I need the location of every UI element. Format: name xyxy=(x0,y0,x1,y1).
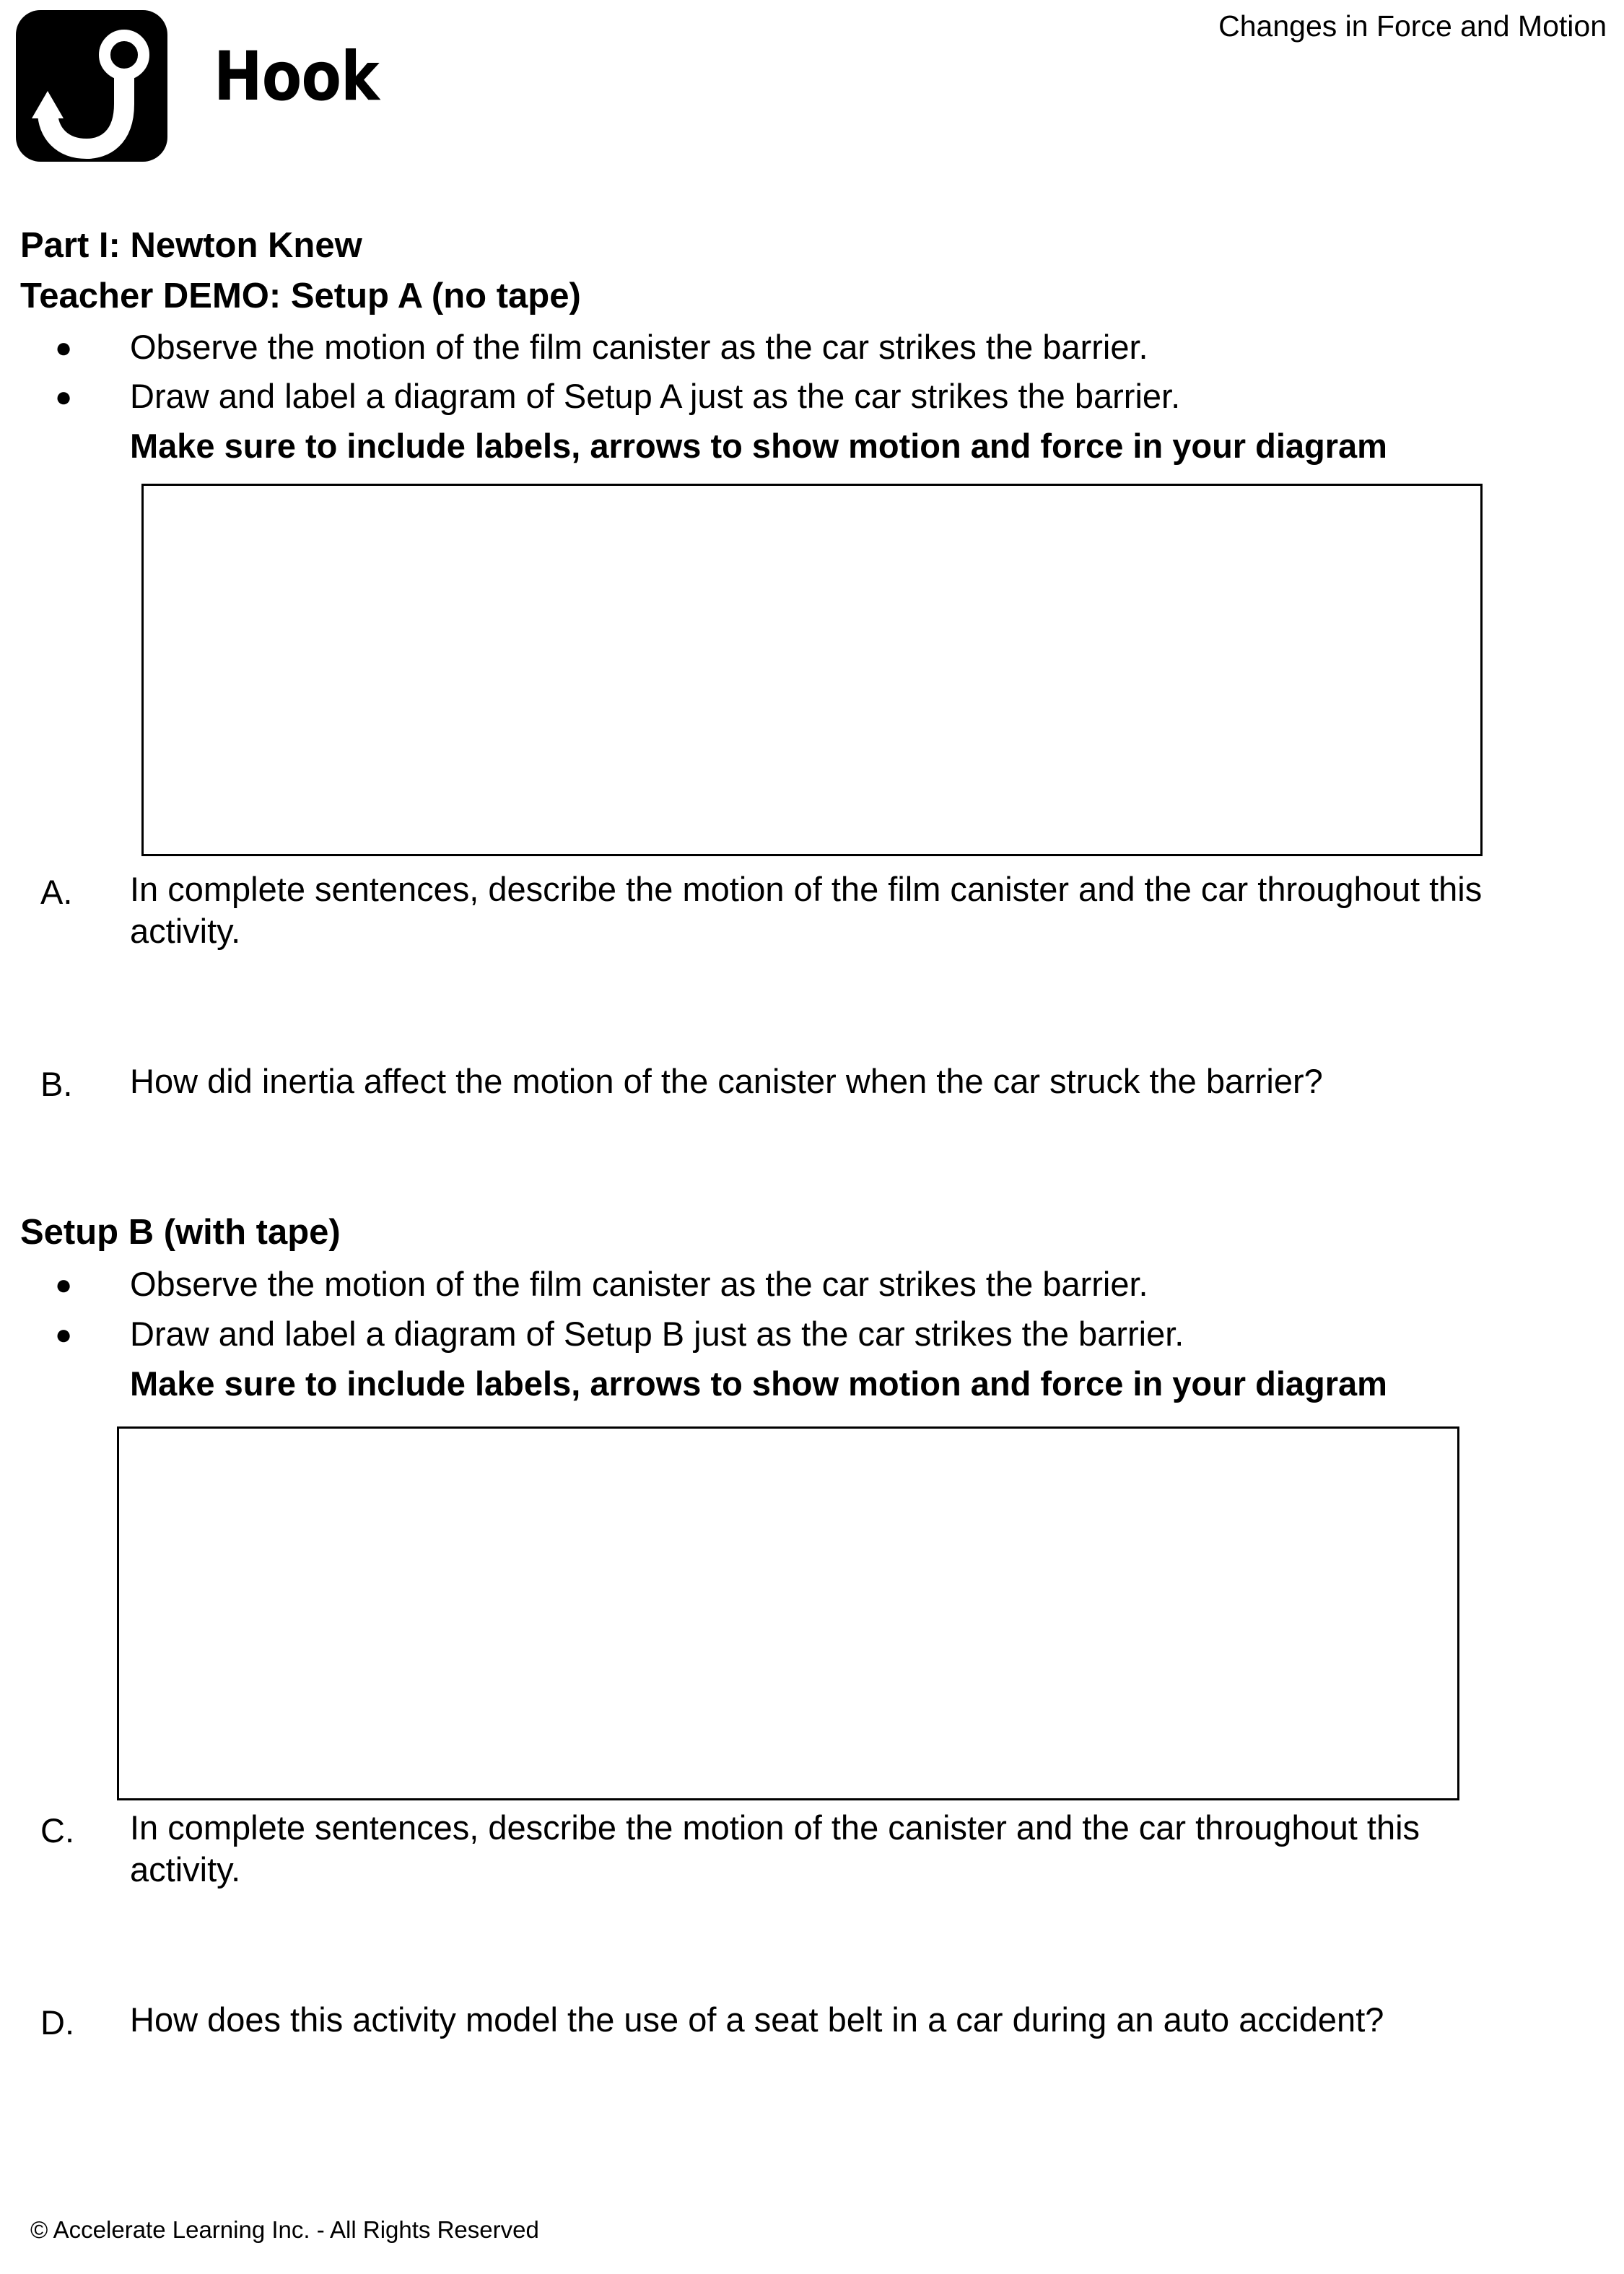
bullet-icon: ● xyxy=(55,381,73,413)
setup-b-bullet-1: Observe the motion of the film canister as the car strikes the barrier. xyxy=(130,1265,1148,1303)
setup-b-instruction: Make sure to include labels, arrows to show motion and force in your diagram xyxy=(130,1364,1387,1403)
question-a-text: In complete sentences, describe the motion of the film canister and the car throughout this activity. xyxy=(130,870,1483,950)
setup-b-bullet-2: Draw and label a diagram of Setup B just as the car strikes the barrier. xyxy=(130,1315,1184,1353)
unit-title: Changes in Force and Motion xyxy=(1218,9,1607,43)
bullet-icon: ● xyxy=(55,1319,73,1351)
page-section-label: Hook xyxy=(214,38,380,116)
setup-b-title: Setup B (with tape) xyxy=(20,1213,341,1252)
question-letter: C. xyxy=(40,1811,74,1850)
setup-a-title: Teacher DEMO: Setup A (no tape) xyxy=(20,276,581,315)
setup-a-instruction: Make sure to include labels, arrows to show motion and force in your diagram xyxy=(130,427,1387,465)
copyright-footer: © Accelerate Learning Inc. - All Rights Reserved xyxy=(30,2216,539,2243)
question-letter: A. xyxy=(40,873,73,911)
question-letter: B. xyxy=(40,1065,73,1103)
question-d-text: How does this activity model the use of a seat belt in a car during an auto accident? xyxy=(130,2000,1384,2039)
setup-a-bullet-1: Observe the motion of the film canister as the car strikes the barrier. xyxy=(130,328,1148,366)
question-b-text: How did inertia affect the motion of the canister when the car struck the barrier? xyxy=(130,1062,1323,1100)
hook-logo xyxy=(16,10,167,162)
part-title: Part I: Newton Knew xyxy=(20,226,362,265)
question-c-text: In complete sentences, describe the motion of the canister and the car throughout this activity. xyxy=(130,1808,1420,1889)
bullet-icon: ● xyxy=(55,1269,73,1301)
bullet-icon: ● xyxy=(55,332,73,364)
setup-b-diagram-box[interactable] xyxy=(117,1426,1459,1800)
setup-a-bullet-2: Draw and label a diagram of Setup A just as the car strikes the barrier. xyxy=(130,377,1181,415)
hook-icon xyxy=(16,10,167,162)
question-letter: D. xyxy=(40,2003,74,2042)
setup-a-diagram-box[interactable] xyxy=(141,484,1483,856)
